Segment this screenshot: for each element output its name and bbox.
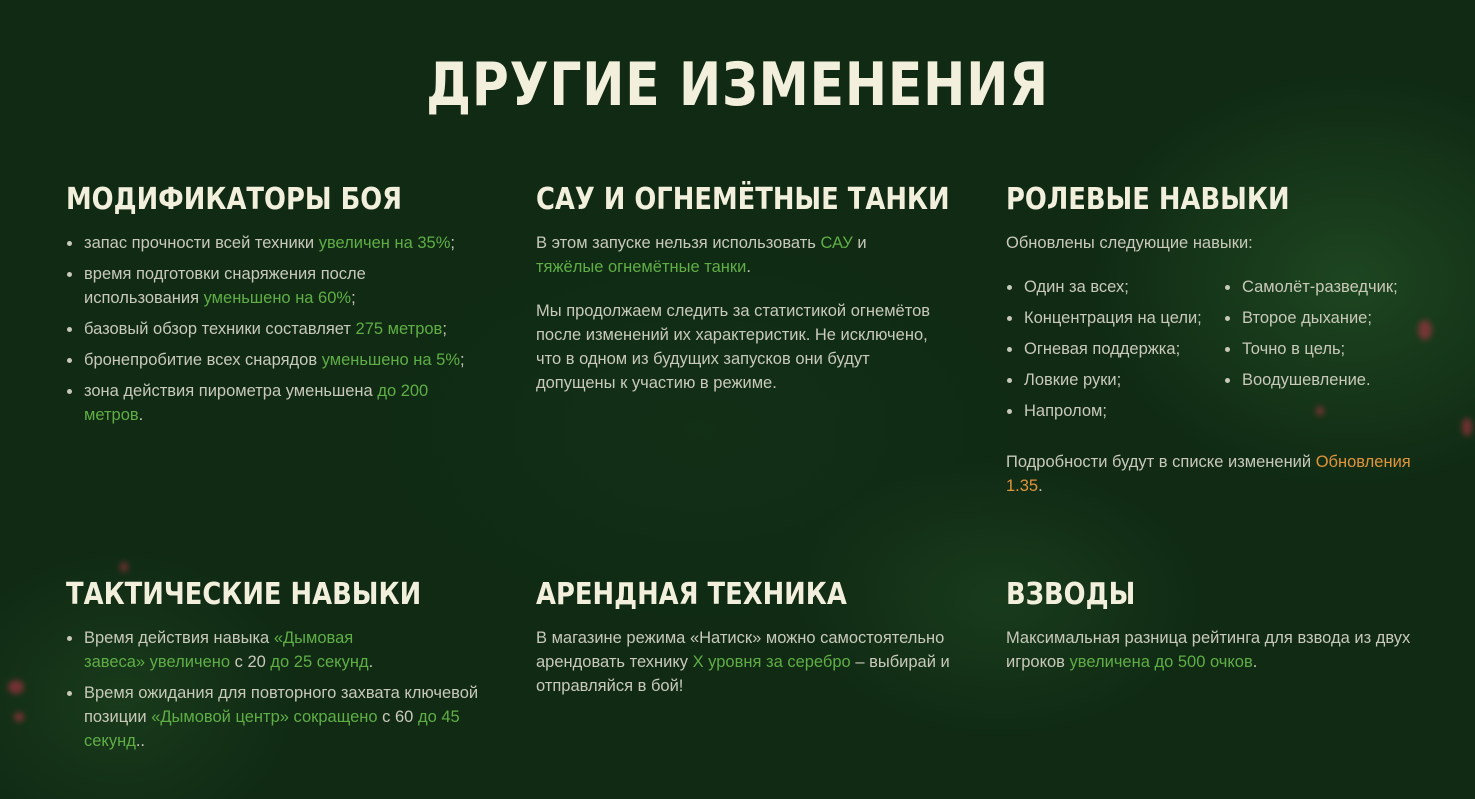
list-item: Второе дыхание;: [1224, 306, 1424, 330]
list-item: Огневая поддержка;: [1006, 337, 1210, 361]
list-item: Концентрация на цели;: [1006, 306, 1210, 330]
role-skills-left-column: [1006, 275, 1210, 430]
platoons-heading: ВЗВОДЫ: [1006, 577, 1136, 612]
list-item: базовый обзор техники составляет 275 метров;: [66, 317, 486, 341]
decorative-ember: [120, 562, 128, 572]
tactical-skills-heading: ТАКТИЧЕСКИЕ НАВЫКИ: [66, 577, 422, 612]
list-item: время подготовки снаряжения после использования уменьшено на 60%;: [66, 262, 384, 310]
role-skills-intro: Обновлены следующие навыки:: [1006, 234, 1253, 252]
battle-modifiers-heading: МОДИФИКАТОРЫ БОЯ: [66, 182, 403, 217]
decorative-ember: [14, 712, 24, 722]
list-item: Время ожидания для повторного захвата ключевой позиции «Дымовой центр» сокращено с 60 до 45 секунд..: [66, 681, 484, 753]
list-item: Точно в цель;: [1224, 337, 1424, 361]
role-skills-right-column: [1224, 275, 1424, 430]
list-item: Самолёт-разведчик;: [1224, 275, 1424, 299]
role-skills-list: [1006, 275, 1426, 430]
decorative-ember: [1462, 418, 1472, 436]
rental-section: [536, 576, 956, 718]
spg-flame-section: [536, 181, 950, 415]
decorative-ember: [8, 680, 24, 694]
role-skills-heading: РОЛЕВЫЕ НАВЫКИ: [1006, 182, 1290, 217]
list-item: Один за всех;: [1006, 275, 1210, 299]
list-item: Время действия навыка «Дымовая завеса» увеличено с 20 до 25 секунд.: [66, 626, 414, 674]
list-item: Напролом;: [1006, 399, 1210, 423]
role-skills-section: [1006, 181, 1426, 518]
tactical-skills-list: [66, 626, 486, 753]
tactical-skills-section: [66, 576, 486, 760]
platoons-section: [1006, 576, 1426, 694]
list-item: запас прочности всей техники увеличен на 35%;: [66, 231, 486, 255]
battle-modifiers-list: [66, 231, 486, 427]
platoons-paragraph: Максимальная разница рейтинга для взвода из двух игроков увеличена до 500 очков.: [1006, 629, 1411, 671]
spg-flame-paragraph-1: В этом запуске нельзя использовать САУ и тяжёлые огнемётные танки.: [536, 234, 867, 276]
list-item: зона действия пирометра уменьшена до 200 метров.: [66, 379, 434, 427]
rental-heading: АРЕНДНАЯ ТЕХНИКА: [536, 577, 847, 612]
battle-modifiers-section: [66, 181, 486, 434]
list-item: Воодушевление.: [1224, 368, 1424, 392]
spg-flame-paragraph-2: Мы продолжаем следить за статистикой огнемётов после изменений их характеристик. Не исключено, что в одном из будущих запусков они будут допущены к участию в режиме.: [536, 302, 931, 392]
role-skills-note: Подробности будут в списке изменений Обновления 1.35.: [1006, 453, 1411, 495]
update-link[interactable]: Обновления 1.35: [1006, 453, 1411, 495]
page-title: ДРУГИЕ ИЗМЕНЕНИЯ: [426, 50, 1049, 120]
spg-flame-heading: САУ И ОГНЕМЁТНЫЕ ТАНКИ: [536, 182, 950, 217]
rental-paragraph: В магазине режима «Натиск» можно самостоятельно арендовать технику X уровня за серебро – выбирай и отправляйся в бой!: [536, 629, 950, 695]
list-item: бронепробитие всех снарядов уменьшено на 5%;: [66, 348, 486, 372]
list-item: Ловкие руки;: [1006, 368, 1210, 392]
